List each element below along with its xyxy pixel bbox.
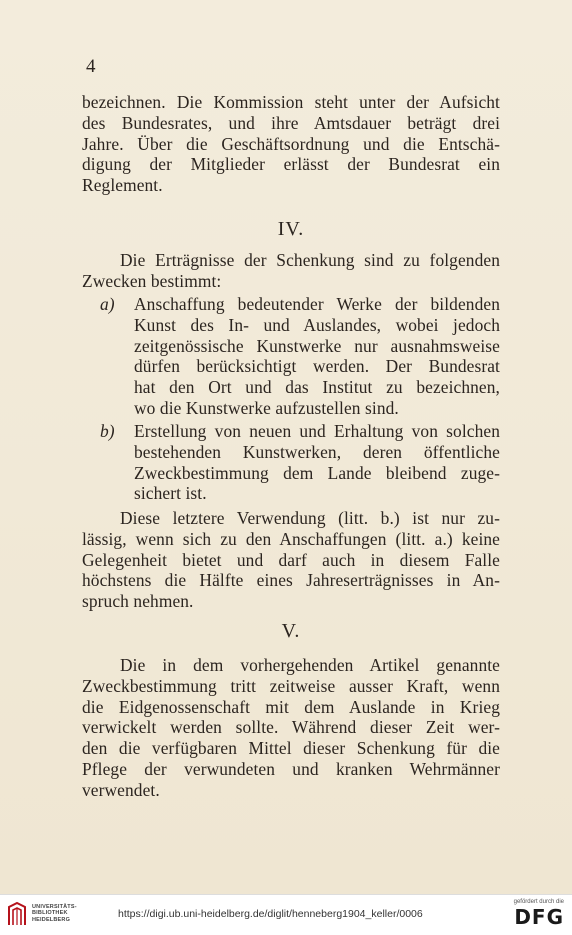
text-line: hat den Ort und das Institut zu bezeichnen,	[134, 377, 500, 398]
text-line: Die in dem vorhergehenden Artikel genannte	[120, 655, 500, 675]
funding-credit[interactable]	[500, 899, 564, 928]
text-line: Anschaffung bedeutender Werke der bildenden	[134, 294, 500, 314]
text-line: Jahre. Über die Geschäftsordnung und die Entschä-	[82, 133, 500, 154]
text-line: Die Erträgnisse der Schenkung sind zu folgenden	[120, 250, 500, 270]
text-line: Zweckbestimmung dem Lande bleibend zuge-	[134, 462, 500, 483]
section-v-paragraph	[82, 655, 500, 801]
text-line: den die verfügbaren Mittel dieser Schenkung für die	[82, 738, 500, 759]
text-line: Zwecken bestimmt:	[82, 270, 222, 291]
text-line: wo die Kunstwerke aufzustellen sind.	[134, 397, 399, 418]
library-name: UNIVERSITÄTS- BIBLIOTHEK HEIDELBERG	[32, 904, 77, 923]
text-line: Reglement.	[82, 175, 163, 196]
text-line: digung der Mitglieder erlässt der Bundesrat ein	[82, 154, 500, 175]
permalink-url[interactable]: https://digi.ub.uni-heidelberg.de/diglit/henneberg1904_keller/0006	[118, 908, 423, 920]
text-line: lässig, wenn sich zu den Anschaffungen (litt. a.) keine	[82, 528, 500, 549]
funding-label: gefördert durch die	[513, 899, 564, 905]
text-line: die Eidgenossenschaft mit dem Auslande in Krieg	[82, 696, 500, 717]
text-line: spruch nehmen.	[82, 591, 194, 612]
page-number: 4	[86, 56, 96, 77]
section-heading-iv: IV.	[277, 218, 305, 240]
text-line: Kunst des In- und Auslandes, wobei jedoch	[134, 314, 500, 335]
text-line: Zweckbestimmung tritt zeitweise ausser Kraft, wenn	[82, 675, 500, 696]
section-iv-closing	[82, 508, 500, 612]
text-line: dürfen berücksichtigt werden. Der Bundesrat	[134, 356, 500, 377]
viewer-footer	[0, 894, 572, 935]
dfg-logo: DFG	[514, 905, 564, 929]
text-line: zeitgenössische Kunstwerke nur ausnahmsweise	[134, 335, 500, 356]
text-line: sichert ist.	[134, 483, 207, 504]
text-line: des Bundesrates, und ihre Amtsdauer beträgt drei	[82, 112, 500, 133]
text-line: bestehenden Kunstwerken, deren öffentliche	[134, 441, 500, 462]
section-iv-intro	[82, 250, 500, 292]
opening-paragraph	[82, 92, 500, 196]
text-line: verwickelt werden sollte. Während dieser Zeit wer-	[82, 717, 500, 738]
list-marker: a)	[100, 294, 115, 314]
text-line: bezeichnen. Die Kommission steht unter der Aufsicht	[82, 92, 500, 112]
text-line: Gelegenheit bietet und darf auch in diesem Falle	[82, 549, 500, 570]
list-marker: b)	[100, 421, 115, 441]
text-line: verwendet.	[82, 779, 160, 800]
text-line: Erstellung von neuen und Erhaltung von solchen	[134, 421, 500, 441]
text-line: Pflege der verwundeten und kranken Wehrmänner	[82, 758, 500, 779]
section-heading-v: V.	[281, 620, 301, 642]
library-book-icon	[6, 901, 28, 927]
text-line: höchstens die Hälfte eines Jahreserträgnisses in An-	[82, 570, 500, 591]
library-logo[interactable]	[6, 901, 96, 929]
text-line: Diese letztere Verwendung (litt. b.) ist nur zu-	[120, 508, 500, 528]
